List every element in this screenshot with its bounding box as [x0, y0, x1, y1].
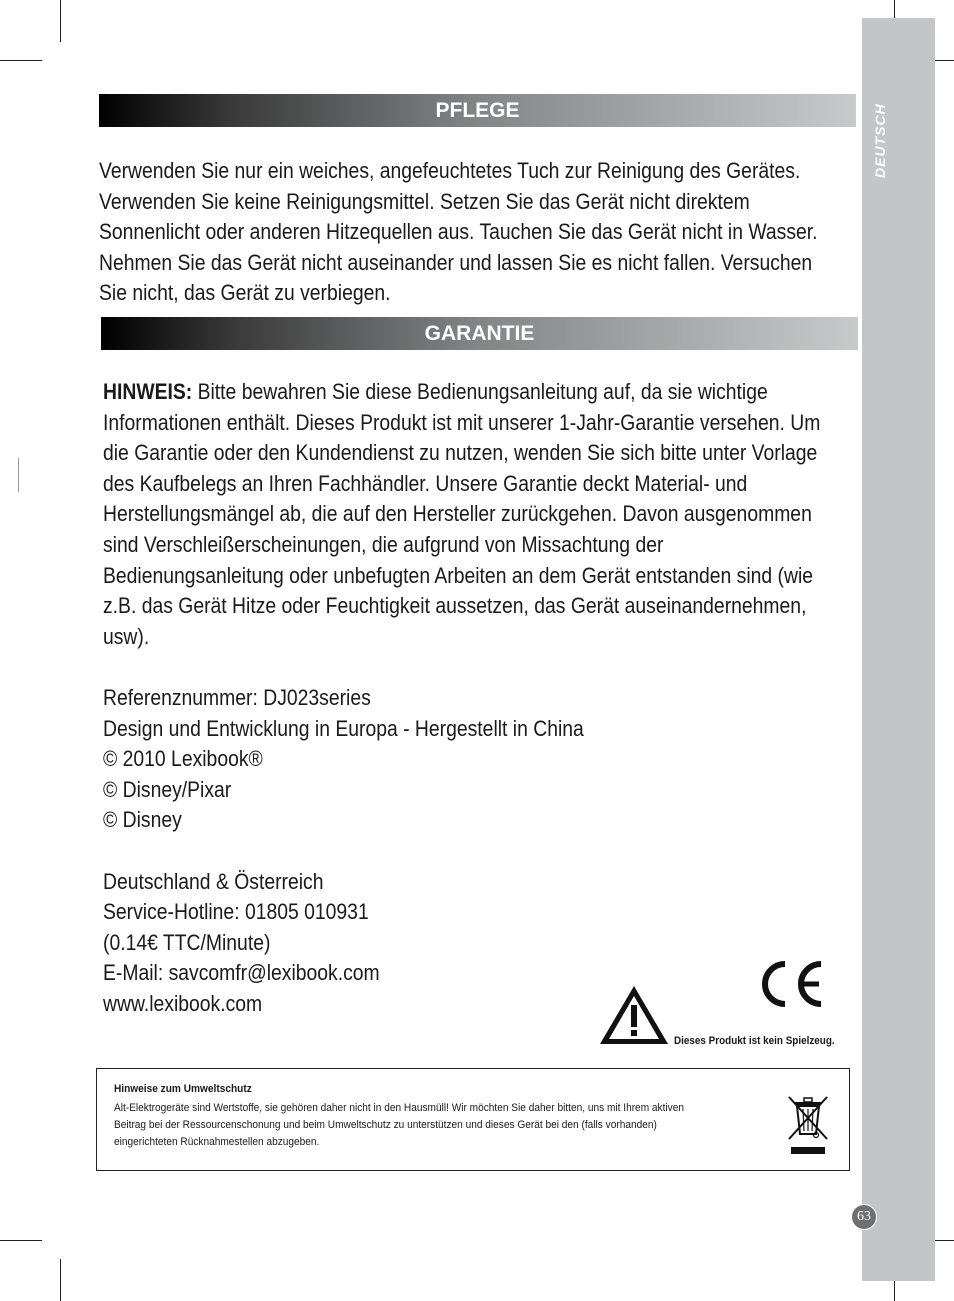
section-heading-text: GARANTIE [424, 321, 535, 345]
contact-line: www.lexibook.com [103, 990, 263, 1016]
info-line: © 2010 Lexibook® [103, 746, 263, 772]
text-line: Verwenden Sie nur ein weiches, angefeuchtetes Tuch zur Reinigung des Gerätes. [99, 158, 801, 183]
text-line: eingerichteten Rücknahmestellen abzugeben. [114, 1136, 320, 1148]
blank-line [103, 652, 820, 683]
contact-line: E-Mail: savcomfr@lexibook.com [103, 960, 380, 986]
pflege-paragraph [99, 156, 818, 309]
contact-line: Deutschland & Österreich [103, 868, 324, 894]
section-heading-text: PFLEGE [435, 98, 520, 122]
text-line: des Kaufbelegs an Ihren Fachhändler. Unsere Garantie deckt Material- und [103, 470, 748, 496]
text-line: Bedienungsanleitung oder unbefugten Arbeiten an dem Gerät entstanden sind (wie [103, 562, 814, 588]
text-line [103, 377, 820, 408]
info-line: Design und Entwicklung in Europa - Hergestellt in China [103, 715, 584, 741]
environment-notice-box [96, 1068, 850, 1171]
ce-mark-icon [755, 958, 827, 1010]
info-line: Referenznummer: DJ023series [103, 684, 371, 710]
blank-line [103, 836, 820, 867]
contact-line: Service-Hotline: 01805 010931 [103, 899, 369, 925]
crossed-out-bin-icon [785, 1093, 831, 1157]
info-line: © Disney [103, 807, 182, 833]
crop-mark [60, 1259, 61, 1301]
hint-text: Bitte bewahren Sie diese Bedienungsanleitung auf, da sie wichtige [192, 379, 768, 404]
crop-mark [0, 60, 42, 61]
language-sidebar [862, 18, 935, 1281]
environment-text [114, 1100, 684, 1151]
text-line: Verwenden Sie keine Reinigungsmittel. Setzen Sie das Gerät nicht direktem [99, 188, 750, 214]
garantie-paragraph [103, 377, 820, 1019]
environment-title: Hinweise zum Umweltschutz [114, 1083, 252, 1095]
text-line: die Garantie oder den Kundendienst zu nutzen, wenden Sie sich bitte unter Vorlage [103, 440, 818, 466]
contact-line: (0.14€ TTC/Minute) [103, 929, 271, 955]
text-line: z.B. das Gerät Hitze oder Feuchtigkeit aussetzen, das Gerät auseinandernehmen, [103, 593, 807, 619]
text-line: Informationen enthält. Dieses Produkt ist mit unserer 1-Jahr-Garantie versehen. Um [103, 409, 821, 435]
text-line: Herstellungsmängel ab, die auf den Hersteller zurückgehen. Davon ausgenommen [103, 501, 812, 527]
info-line: © Disney/Pixar [103, 776, 232, 802]
text-line: Sonnenlicht oder anderen Hitzequellen aus. Tauchen Sie das Gerät nicht in Wasser. [99, 219, 818, 245]
crop-mark [60, 0, 61, 42]
text-line: usw). [103, 623, 150, 649]
hint-label: HINWEIS: [103, 379, 193, 404]
not-a-toy-notice: Dieses Produkt ist kein Spielzeug. [674, 1035, 835, 1047]
text-line: sind Verschleißerscheinungen, die aufgrund von Missachtung der [103, 531, 664, 557]
warning-triangle-icon [598, 983, 670, 1047]
text-line: Alt-Elektrogeräte sind Wertstoffe, sie gehören daher nicht in den Hausmüll! Wir möchten Sie daher bitten, uns mit Ihrem aktiven [114, 1102, 684, 1114]
text-line: Beitrag bei der Ressourcenschonung und beim Umweltschutz zu unterstützen und dieses Gerät bei den (falls vorhanden) [114, 1119, 657, 1131]
page-number: 63 [851, 1204, 877, 1230]
crop-mark [18, 458, 19, 492]
text-line: Sie nicht, das Gerät zu verbiegen. [99, 280, 391, 306]
text-line: Nehmen Sie das Gerät nicht auseinander und lassen Sie es nicht fallen. Versuchen [99, 249, 813, 275]
crop-mark [0, 1240, 42, 1241]
section-heading-pflege [99, 94, 856, 127]
section-heading-garantie [101, 317, 858, 350]
language-label: DEUTSCH [872, 103, 888, 178]
